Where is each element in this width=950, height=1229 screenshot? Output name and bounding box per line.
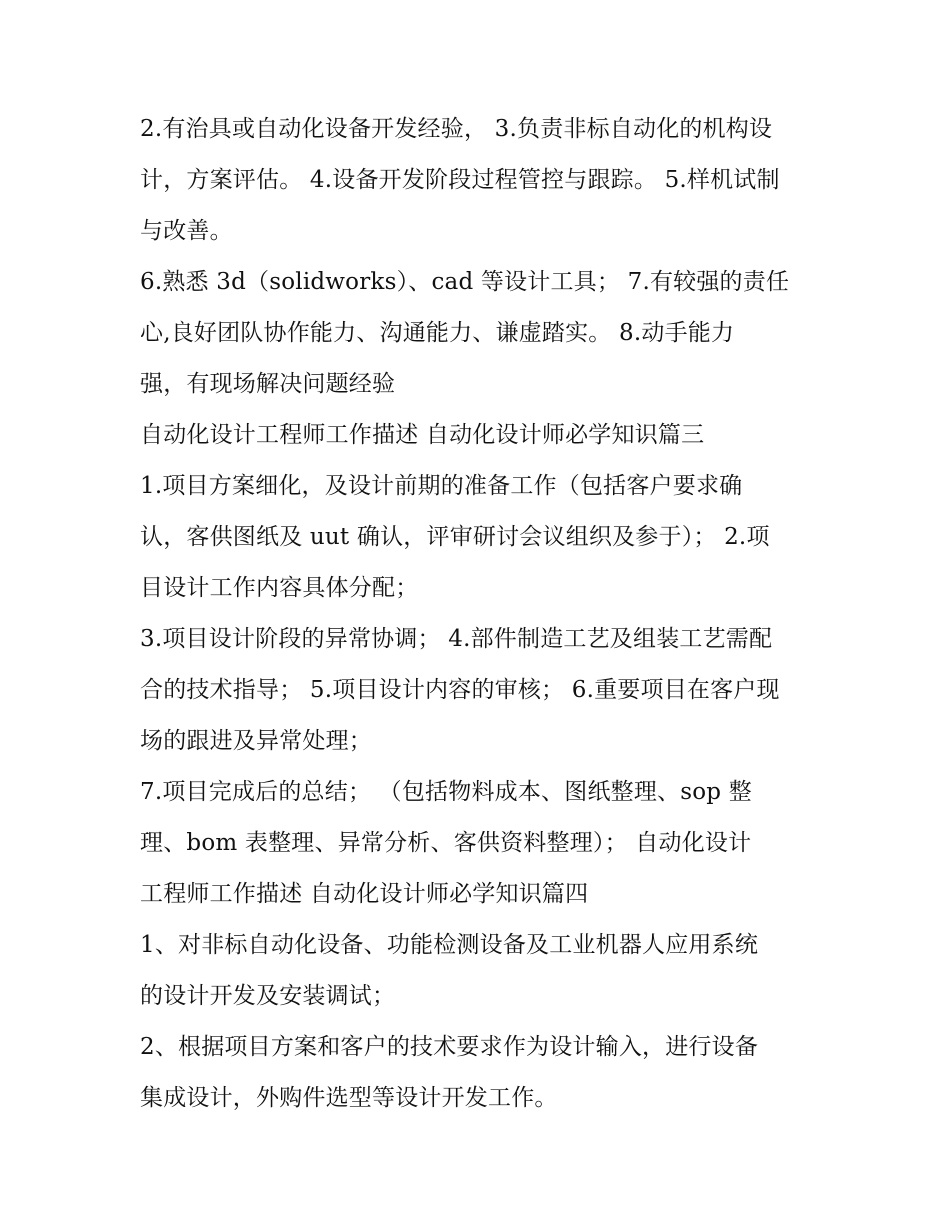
text-line: 与改善。 [140, 218, 233, 244]
paragraph-automation-equipment [140, 920, 812, 1022]
text-line: 自动化设计工程师工作描述 自动化设计师必学知识篇三 [140, 422, 705, 448]
text-line: 强，有现场解决问题经验 [140, 371, 396, 397]
text-line: 认，客供图纸及 uut 确认，评审研讨会议组织及参于）； 2.项 [140, 524, 770, 550]
text-line: 1、对非标自动化设备、功能检测设备及工业机器人应用系统 [140, 932, 759, 958]
text-line: 7.项目完成后的总结； （包括物料成本、图纸整理、sop 整 [140, 779, 752, 805]
text-line: 心,良好团队协作能力、沟通能力、谦虚踏实。 8.动手能力 [140, 320, 735, 346]
text-line: 2、根据项目方案和客户的技术要求作为设计输入，进行设备 [140, 1034, 759, 1060]
document-body [140, 104, 812, 1124]
paragraph-project-preparation [140, 461, 812, 614]
text-line: 工程师工作描述 自动化设计师必学知识篇四 [140, 881, 589, 907]
text-line: 场的跟进及异常处理； [140, 728, 372, 754]
paragraph-design-tools [140, 257, 812, 410]
text-line: 2.有治具或自动化设备开发经验， 3.负责非标自动化的机构设 [140, 116, 773, 142]
text-line: 集成设计，外购件选型等设计开发工作。 [140, 1085, 558, 1111]
text-line: 计，方案评估。 4.设备开发阶段过程管控与跟踪。 5.样机试制 [140, 167, 780, 193]
text-line: 6.熟悉 3d（solidworks）、cad 等设计工具； 7.有较强的责任 [140, 269, 790, 295]
text-line: 的设计开发及安装调试； [140, 983, 396, 1009]
text-line: 理、bom 表整理、异常分析、客供资料整理）； 自动化设计 [140, 830, 752, 856]
text-line: 合的技术指导； 5.项目设计内容的审核； 6.重要项目在客户现 [140, 677, 780, 703]
text-line: 目设计工作内容具体分配； [140, 575, 419, 601]
paragraph-integration-design [140, 1022, 812, 1124]
paragraph-design-coordination [140, 614, 812, 767]
paragraph-project-summary [140, 767, 812, 920]
text-line: 1.项目方案细化，及设计前期的准备工作（包括客户要求确 [140, 473, 743, 499]
section-heading-part-three [140, 410, 812, 461]
text-line: 3.项目设计阶段的异常协调； 4.部件制造工艺及组装工艺需配 [140, 626, 773, 652]
paragraph-equipment-experience [140, 104, 812, 257]
